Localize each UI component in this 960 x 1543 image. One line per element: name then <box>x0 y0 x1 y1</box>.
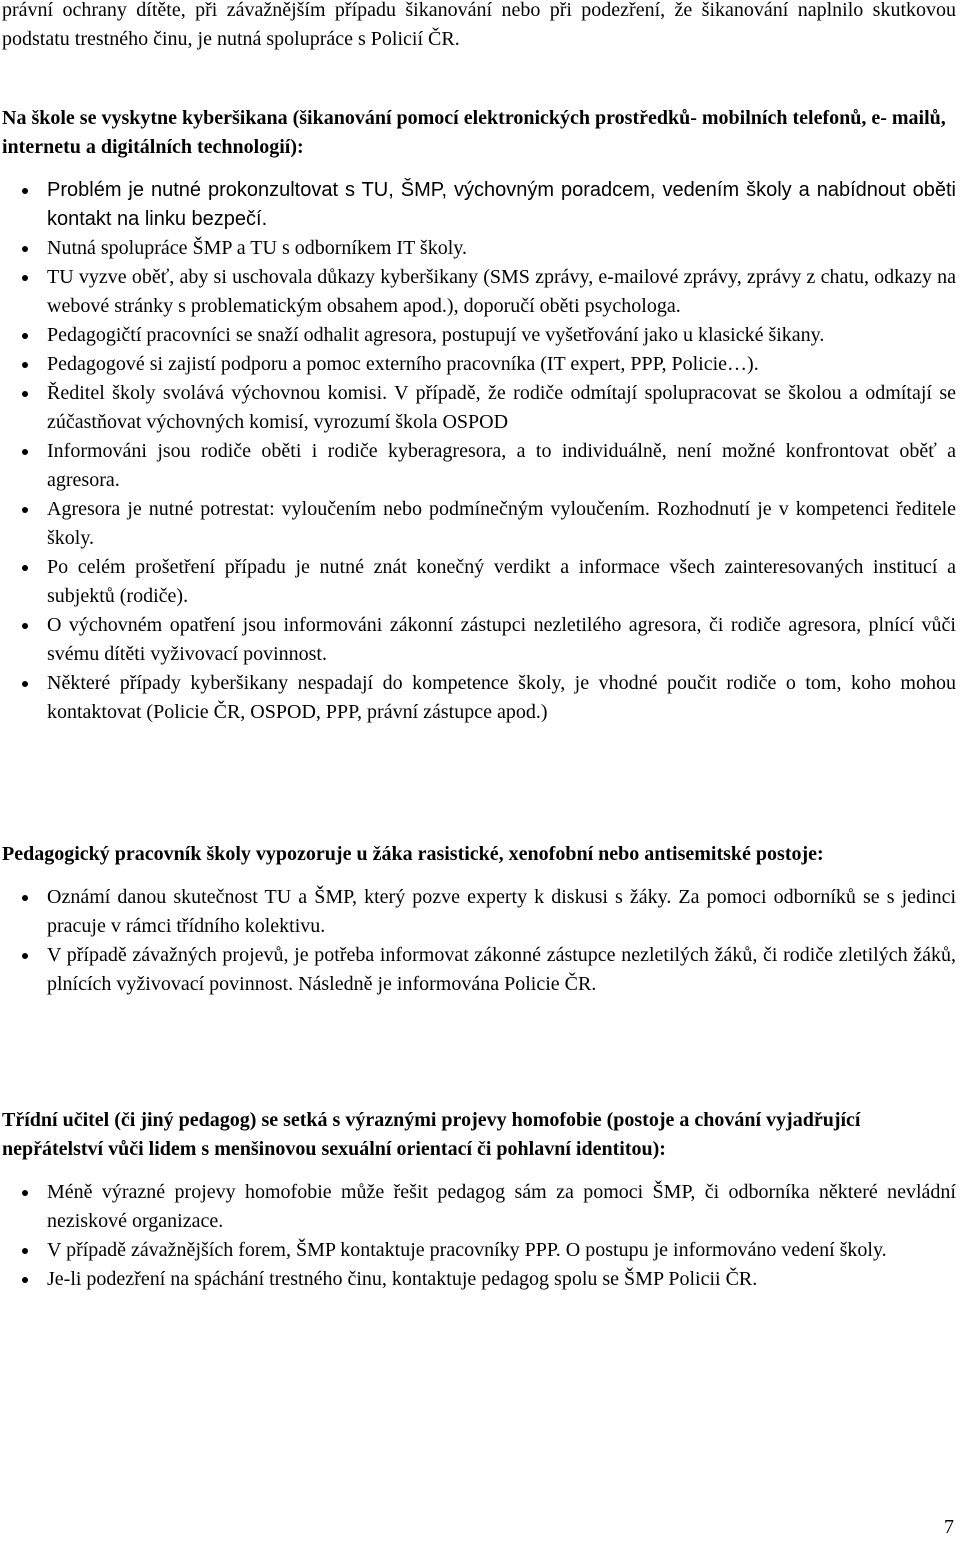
list-item: Pedagogičtí pracovníci se snaží odhalit agresora, postupují ve vyšetřování jako u klasické šikany. <box>2 321 956 350</box>
section-homophobia <box>2 1106 956 1294</box>
list-item: TU vyzve oběť, aby si uschovala důkazy kyberšikany (SMS zprávy, e-mailové zprávy, zprávy z chatu, odkazy na webové stránky s problematickým obsahem apod.), doporučí oběti psychologa. <box>2 263 956 321</box>
list-item: Méně výrazné projevy homofobie může řešit pedagog sám za pomoci ŠMP, či odborníka některé nevládní neziskové organizace. <box>2 1178 956 1236</box>
section-heading: Třídní učitel (či jiný pedagog) se setká s výraznými projevy homofobie (postoje a chování vyjadřující nepřátelství vůči lidem s menšinovou sexuální orientací či pohlavní identitou): <box>2 1109 861 1160</box>
list-item: Pedagogové si zajistí podporu a pomoc externího pracovníka (IT expert, PPP, Policie…). <box>2 350 956 379</box>
list-item: Agresora je nutné potrestat: vyloučením nebo podmínečným vyloučením. Rozhodnutí je v kompetenci ředitele školy. <box>2 495 956 553</box>
list-item: Některé případy kyberšikany nespadají do kompetence školy, je vhodné poučit rodiče o tom, koho mohou kontaktovat (Policie ČR, OSPOD, PPP, právní zástupce apod.) <box>2 669 956 727</box>
list-item: V případě závažnějších forem, ŠMP kontaktuje pracovníky PPP. O postupu je informováno vedení školy. <box>2 1236 956 1265</box>
list-item: Oznámí danou skutečnost TU a ŠMP, který pozve experty k diskusi s žáky. Za pomoci odborníků se s jedinci pracuje v rámci třídního kolektivu. <box>2 883 956 941</box>
intro-paragraph: právní ochrany dítěte, při závažnějším případu šikanování nebo při podezření, že šikanování naplnilo skutkovou podstatu trestného činu, je nutná spolupráce s Policií ČR. <box>2 0 956 50</box>
bullet-list <box>2 883 956 999</box>
bullet-list <box>2 1178 956 1294</box>
list-item: Nutná spolupráce ŠMP a TU s odborníkem IT školy. <box>2 234 956 263</box>
section-heading: Na škole se vyskytne kyberšikana (šikanování pomocí elektronických prostředků- mobilních telefonů, e- mailů, internetu a digitálních technologií): <box>2 107 946 158</box>
section-racism <box>2 840 956 999</box>
list-item: Po celém prošetření případu je nutné znát konečný verdikt a informace všech zainteresovaných institucí a subjektů (rodiče). <box>2 553 956 611</box>
section-heading: Pedagogický pracovník školy vypozoruje u žáka rasistické, xenofobní nebo antisemitské postoje: <box>2 843 824 865</box>
list-item: Problém je nutné prokonzultovat s TU, ŠMP, výchovným poradcem, vedením školy a nabídnout oběti kontakt na linku bezpečí. <box>2 176 956 234</box>
list-item: Informováni jsou rodiče oběti i rodiče kyberagresora, a to individuálně, není možné konfrontovat oběť a agresora. <box>2 437 956 495</box>
list-item: Ředitel školy svolává výchovnou komisi. V případě, že rodiče odmítají spolupracovat se školou a odmítají se zúčastňovat výchovných komisí, vyrozumí škola OSPOD <box>2 379 956 437</box>
bullet-list-sans <box>2 176 956 234</box>
section-cyberbullying <box>2 104 956 727</box>
bullet-list <box>2 234 956 727</box>
list-item: V případě závažných projevů, je potřeba informovat zákonné zástupce nezletilých žáků, či rodiče zletilých žáků, plnících vyživovací povinnost. Následně je informována Policie ČR. <box>2 941 956 999</box>
list-item: Je-li podezření na spáchání trestného činu, kontaktuje pedagog spolu se ŠMP Policii ČR. <box>2 1265 956 1294</box>
page-number: 7 <box>944 1516 954 1538</box>
list-item: O výchovném opatření jsou informováni zákonní zástupci nezletilého agresora, či rodiče agresora, plnící vůči svému dítěti vyživovací povinnost. <box>2 611 956 669</box>
